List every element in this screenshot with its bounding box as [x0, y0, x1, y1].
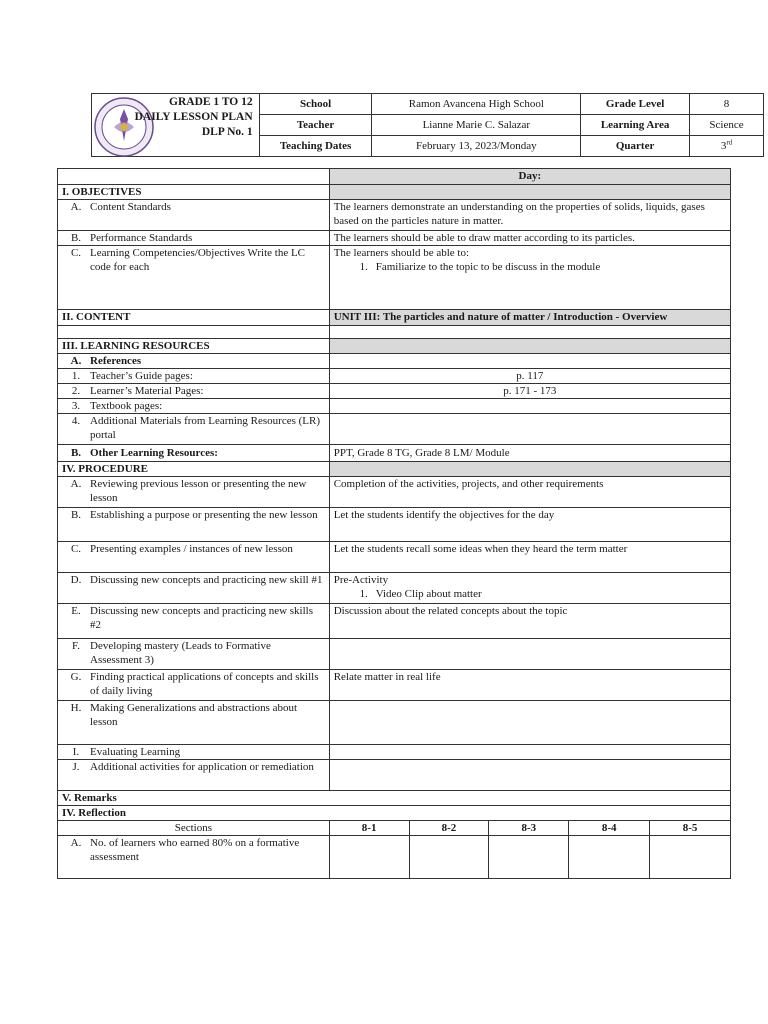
- procedure-label-g: Finding practical applications of concepts and skills of daily living: [90, 671, 319, 697]
- procedure-label-cell-j: [58, 760, 330, 791]
- performance-standards-value: The learners should be able to draw matter according to its particles.: [329, 231, 730, 246]
- sections-label: Sections: [58, 821, 330, 836]
- references-mark: A.: [70, 355, 82, 367]
- other-resources-row: [58, 445, 731, 462]
- procedure-value-a: Completion of the activities, projects, and other requirements: [329, 477, 730, 508]
- content-standards-value: The learners demonstrate an understanding on the properties of solids, liquids, gases based on the particles nature in matter.: [329, 200, 730, 231]
- procedure-sub-value-d: Video Clip about matter: [375, 588, 482, 600]
- resource-label-cell-1: [58, 369, 330, 384]
- procedure-label-cell-i: [58, 745, 330, 760]
- procedure-label-cell-d: [58, 573, 330, 604]
- header-row-school: [92, 94, 764, 115]
- reflection-cell-8-1: [329, 836, 409, 879]
- procedure-label-e: Discussing new concepts and practicing new skills #2: [90, 605, 314, 631]
- procedure-row-d: [58, 573, 731, 604]
- resource-row-3: [58, 399, 731, 414]
- other-resources-value: PPT, Grade 8 TG, Grade 8 LM/ Module: [329, 445, 730, 462]
- procedure-label-d: Discussing new concepts and practicing new skill #1: [90, 574, 323, 586]
- reflection-label-a: No. of learners who earned 80% on a formative assessment: [90, 837, 300, 863]
- quarter-label: Quarter: [581, 136, 690, 157]
- procedure-mark-e: E.: [71, 605, 81, 617]
- learners-material-value: p. 171 - 173: [329, 384, 730, 399]
- resource-mark-4: 4.: [71, 415, 81, 427]
- procedure-label-cell-a: [58, 477, 330, 508]
- learning-competencies-label: Learning Competencies/Objectives Write the LC code for each: [90, 247, 306, 273]
- objective-label-a: [58, 200, 330, 231]
- quarter-number: 3: [720, 140, 727, 152]
- content-value: UNIT III: The particles and nature of matter / Introduction - Overview: [329, 310, 730, 326]
- learning-competencies-sub-mark: 1.: [359, 261, 368, 273]
- school-value: Ramon Avancena High School: [372, 94, 581, 115]
- content-spacer-row: [58, 326, 731, 339]
- reflection-cell-8-3: [489, 836, 569, 879]
- section-8-5: 8-5: [650, 821, 731, 836]
- procedure-label-j: Additional activities for application or remediation: [90, 761, 314, 773]
- procedure-value-e: Discussion about the related concepts about the topic: [329, 604, 730, 639]
- procedure-gray-cell: [329, 462, 730, 477]
- reflection-cell-8-5: [650, 836, 731, 879]
- objectives-gray-cell: [329, 185, 730, 200]
- procedure-value-f: [329, 639, 730, 670]
- procedure-value-cell-d: [329, 573, 730, 604]
- objective-mark-a: A.: [70, 201, 82, 213]
- procedure-heading-row: [58, 462, 731, 477]
- content-spacer-right: [329, 326, 730, 339]
- day-label: Day:: [329, 169, 730, 185]
- content-row: [58, 310, 731, 326]
- resources-heading: III. LEARNING RESOURCES: [58, 339, 330, 354]
- reflection-cell-8-2: [409, 836, 489, 879]
- header-title: [135, 95, 253, 140]
- procedure-label-cell-h: [58, 701, 330, 745]
- objectives-heading: I. OBJECTIVES: [58, 185, 330, 200]
- procedure-label-a: Reviewing previous lesson or presenting the new lesson: [90, 478, 307, 504]
- header-title-block: [92, 94, 260, 157]
- procedure-row-a: [58, 477, 731, 508]
- resource-row-2: [58, 384, 731, 399]
- teacher-label: Teacher: [259, 115, 372, 136]
- quarter-value: [690, 136, 764, 157]
- objective-mark-c: C.: [70, 247, 82, 259]
- section-8-4: 8-4: [569, 821, 650, 836]
- header-title-line-3: DLP No. 1: [201, 126, 253, 138]
- learning-competencies-subitem: [334, 260, 726, 274]
- learning-area-label: Learning Area: [581, 115, 690, 136]
- header-title-line-1: GRADE 1 TO 12: [169, 96, 253, 108]
- objective-row-c: [58, 246, 731, 310]
- grade-level-value: 8: [690, 94, 764, 115]
- resource-row-4: [58, 414, 731, 445]
- procedure-label-i: Evaluating Learning: [90, 746, 181, 758]
- resources-heading-row: [58, 339, 731, 354]
- teaching-dates-value: February 13, 2023/Monday: [372, 136, 581, 157]
- procedure-label-b: Establishing a purpose or presenting the new lesson: [90, 509, 318, 521]
- reflection-heading: IV. Reflection: [58, 806, 731, 821]
- objective-label-c: [58, 246, 330, 310]
- procedure-row-j: [58, 760, 731, 791]
- textbook-pages-value: [329, 399, 730, 414]
- other-resources-label-cell: [58, 445, 330, 462]
- learning-competencies-sub-value: Familiarize to the topic to be discuss in the module: [375, 261, 601, 273]
- procedure-heading: IV. PROCEDURE: [58, 462, 330, 477]
- procedure-mark-j: J.: [72, 761, 80, 773]
- grade-level-label: Grade Level: [581, 94, 690, 115]
- procedure-mark-i: I.: [72, 746, 80, 758]
- remarks-heading: V. Remarks: [58, 791, 731, 806]
- header-title-line-2: DAILY LESSON PLAN: [134, 111, 253, 123]
- other-resources-label: Other Learning Resources:: [90, 447, 218, 459]
- procedure-value-d: Pre-Activity: [333, 574, 389, 586]
- school-label: School: [259, 94, 372, 115]
- procedure-mark-c: C.: [70, 543, 82, 555]
- procedure-row-e: [58, 604, 731, 639]
- teaching-dates-label: Teaching Dates: [259, 136, 372, 157]
- procedure-label-cell-c: [58, 542, 330, 573]
- procedure-sub-mark-d: 1.: [359, 588, 368, 600]
- procedure-row-f: [58, 639, 731, 670]
- additional-materials-label: Additional Materials from Learning Resources (LR) portal: [90, 415, 321, 441]
- day-row: [58, 169, 731, 185]
- procedure-value-b: Let the students identify the objectives for the day: [329, 508, 730, 542]
- procedure-label-c: Presenting examples / instances of new lesson: [90, 543, 293, 555]
- procedure-mark-f: F.: [72, 640, 80, 652]
- objective-row-a: [58, 200, 731, 231]
- learning-area-value: Science: [690, 115, 764, 136]
- reflection-cell-8-4: [569, 836, 650, 879]
- procedure-row-h: [58, 701, 731, 745]
- procedure-label-cell-f: [58, 639, 330, 670]
- procedure-row-i: [58, 745, 731, 760]
- objectives-heading-row: [58, 185, 731, 200]
- procedure-label-cell-e: [58, 604, 330, 639]
- section-8-1: 8-1: [329, 821, 409, 836]
- learning-competencies-value: The learners should be able to:: [333, 247, 470, 259]
- other-resources-mark: B.: [70, 447, 82, 459]
- teacher-value: Lianne Marie C. Salazar: [372, 115, 581, 136]
- objective-mark-b: B.: [70, 232, 82, 244]
- content-heading: II. CONTENT: [58, 310, 330, 326]
- references-value: [329, 354, 730, 369]
- resource-label-cell-2: [58, 384, 330, 399]
- references-label: References: [90, 355, 142, 367]
- additional-materials-value: [329, 414, 730, 445]
- day-row-blank: [58, 169, 330, 185]
- procedure-value-h: [329, 701, 730, 745]
- procedure-label-cell-g: [58, 670, 330, 701]
- procedure-subitem-d: [334, 587, 726, 601]
- reflection-row-a: [58, 836, 731, 879]
- procedure-label-h: Making Generalizations and abstractions about lesson: [90, 702, 298, 728]
- reflection-row: [58, 806, 731, 821]
- sections-row: [58, 821, 731, 836]
- textbook-pages-label: Textbook pages:: [90, 400, 163, 412]
- procedure-label-f: Developing mastery (Leads to Formative Assessment 3): [90, 640, 271, 666]
- resource-mark-2: 2.: [71, 385, 81, 397]
- objective-row-b: [58, 231, 731, 246]
- resource-label-cell-4: [58, 414, 330, 445]
- resource-label-cell-3: [58, 399, 330, 414]
- procedure-label-cell-b: [58, 508, 330, 542]
- lesson-plan-table: [57, 168, 731, 879]
- procedure-value-g: Relate matter in real life: [329, 670, 730, 701]
- objective-label-b: [58, 231, 330, 246]
- teachers-guide-label: Teacher’s Guide pages:: [90, 370, 193, 382]
- learning-competencies-cell: [329, 246, 730, 310]
- resource-mark-3: 3.: [71, 400, 81, 412]
- procedure-value-c: Let the students recall some ideas when they heard the term matter: [329, 542, 730, 573]
- quarter-suffix: rd: [726, 138, 733, 147]
- remarks-row: [58, 791, 731, 806]
- references-label-cell: [58, 354, 330, 369]
- procedure-mark-a: A.: [70, 478, 82, 490]
- reflection-mark-a: A.: [70, 837, 82, 849]
- performance-standards-label: Performance Standards: [90, 232, 193, 244]
- content-standards-label: Content Standards: [90, 201, 171, 213]
- resources-gray-cell: [329, 339, 730, 354]
- header-table: [91, 93, 764, 157]
- reflection-label-cell-a: [58, 836, 330, 879]
- section-8-3: 8-3: [489, 821, 569, 836]
- learners-material-label: Learner’s Material Pages:: [90, 385, 204, 397]
- procedure-value-j: [329, 760, 730, 791]
- teachers-guide-value: p. 117: [329, 369, 730, 384]
- procedure-row-g: [58, 670, 731, 701]
- procedure-mark-b: B.: [70, 509, 82, 521]
- resource-mark-1: 1.: [71, 370, 81, 382]
- procedure-mark-d: D.: [70, 574, 82, 586]
- procedure-mark-h: H.: [70, 702, 82, 714]
- procedure-mark-g: G.: [70, 671, 82, 683]
- procedure-row-c: [58, 542, 731, 573]
- resource-row-1: [58, 369, 731, 384]
- procedure-row-b: [58, 508, 731, 542]
- section-8-2: 8-2: [409, 821, 489, 836]
- content-spacer-left: [58, 326, 330, 339]
- procedure-value-i: [329, 745, 730, 760]
- references-row: [58, 354, 731, 369]
